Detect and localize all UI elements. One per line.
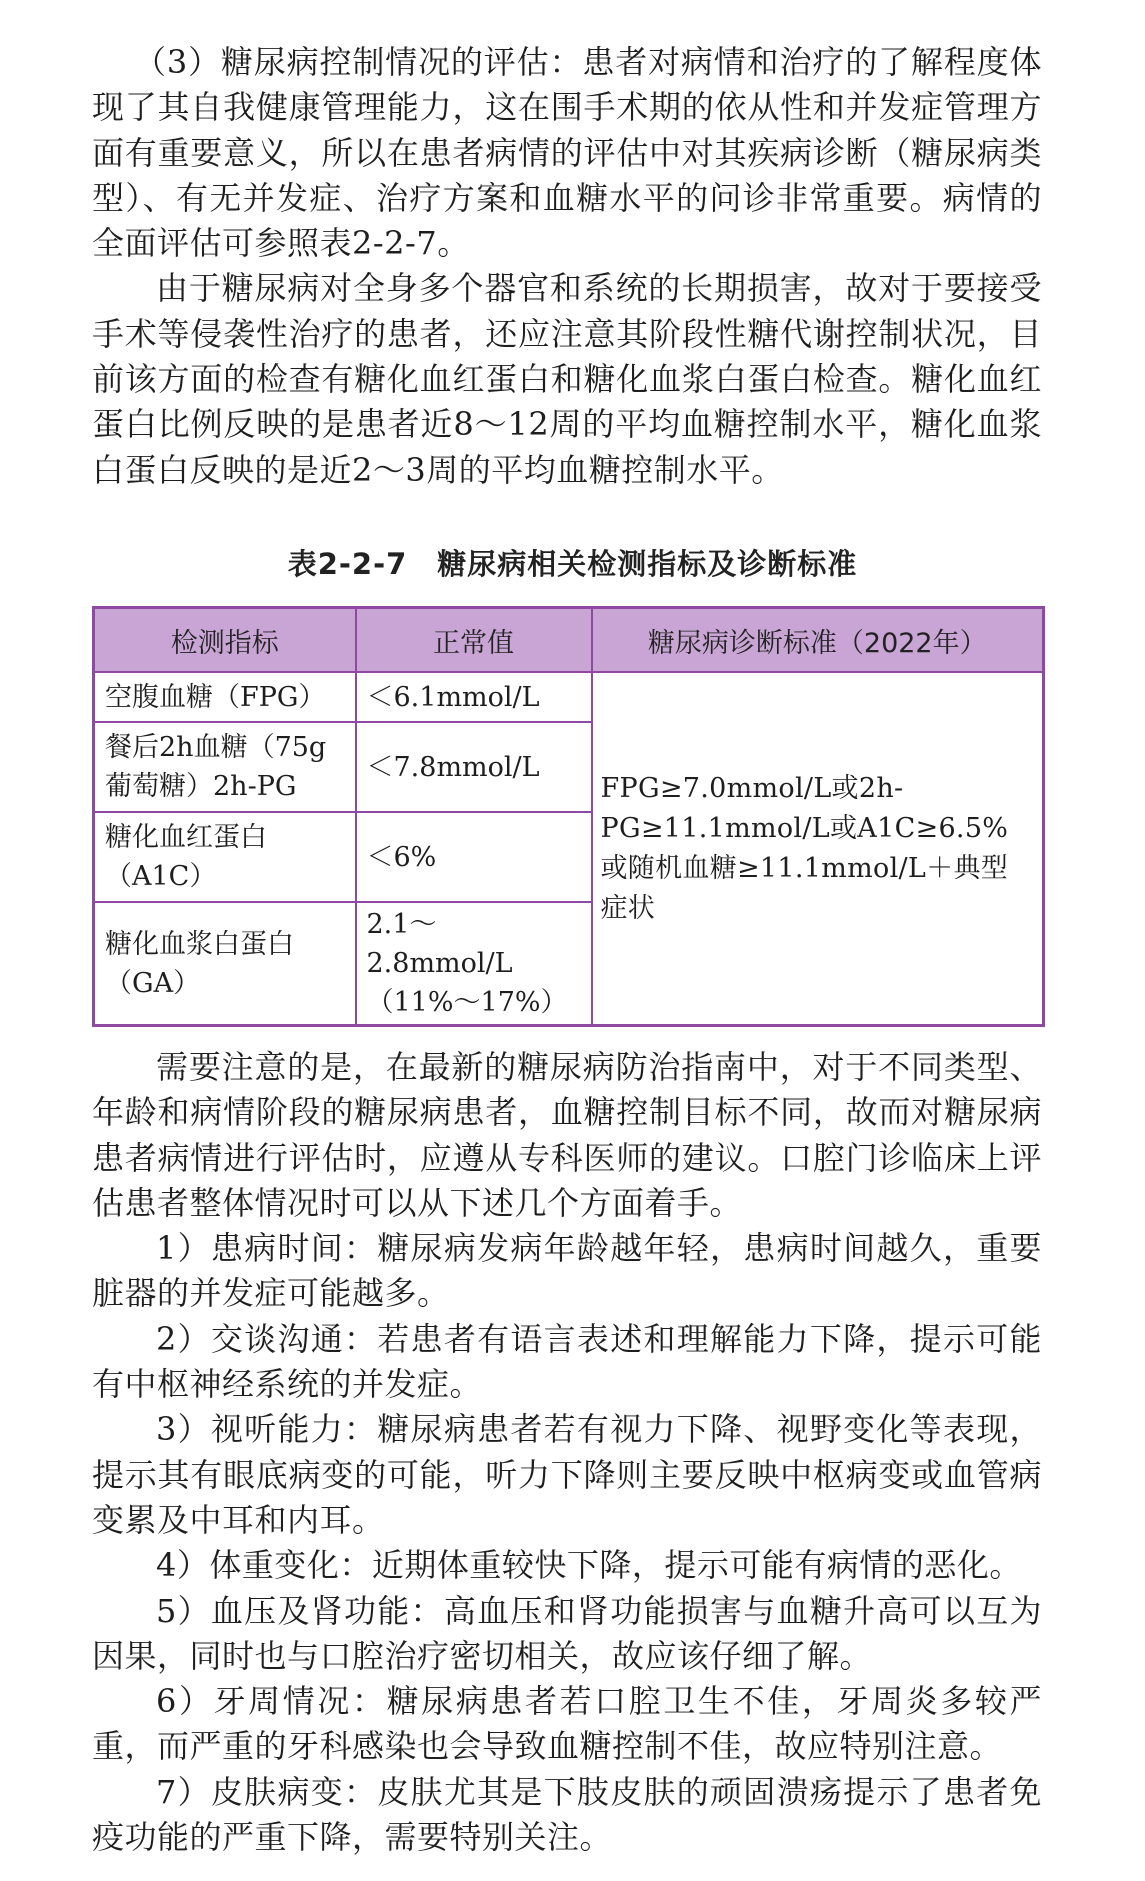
list-item: 7）皮肤病变：皮肤尤其是下肢皮肤的顽固溃疡提示了患者免疫功能的严重下降，需要特别关注。 xyxy=(92,1772,1042,1857)
normal-value-cell: ＜7.8mmol/L xyxy=(356,722,592,812)
evaluation-section xyxy=(92,1045,1042,1860)
indicator-cell: 糖化血红蛋白（A1C） xyxy=(94,812,356,902)
normal-value-cell: ＜6% xyxy=(356,812,592,902)
list-item: 6）牙周情况：糖尿病患者若口腔卫生不佳，牙周炎多较严重，而严重的牙科感染也会导致血糖控制不佳，故应特别注意。 xyxy=(92,1682,1042,1766)
paragraph-assessment: （3）糖尿病控制情况的评估：患者对病情和治疗的了解程度体现了其自我健康管理能力，这在围手术期的依从性和并发症管理方面有重要意义，所以在患者病情的评估中对其疾病诊断（糖尿病类型）、有无并发症、治疗方案和血糖水平的问诊非常重要。病情的全面评估可参照表2-2-7。 xyxy=(92,43,1042,263)
paragraph-guidelines-note: 需要注意的是，在最新的糖尿病防治指南中，对于不同类型、年龄和病情阶段的糖尿病患者，血糖控制目标不同，故而对糖尿病患者病情进行评估时，应遵从专科医师的建议。口腔门诊临床上评估患者整体情况时可以从下述几个方面着手。 xyxy=(92,1048,1042,1222)
list-item: 4）体重变化：近期体重较快下降，提示可能有病情的恶化。 xyxy=(156,1546,1022,1585)
table-row xyxy=(94,672,1044,722)
diagnostic-criteria-cell: FPG≥7.0mmol/L或2h-PG≥11.1mmol/L或A1C≥6.5%或随机血糖≥11.1mmol/L＋典型症状 xyxy=(592,672,1044,1026)
normal-value-cell: ＜6.1mmol/L xyxy=(356,672,592,722)
indicator-cell: 空腹血糖（FPG） xyxy=(94,672,356,722)
normal-value-cell: 2.1～2.8mmol/L（11%～17%） xyxy=(356,902,592,1026)
table-caption: 表2-2-7 糖尿病相关检测指标及诊断标准 xyxy=(287,547,858,581)
indicator-cell: 餐后2h血糖（75g葡萄糖）2h-PG xyxy=(94,722,356,812)
paragraph-glycemic-monitoring: 由于糖尿病对全身多个器官和系统的长期损害，故对于要接受手术等侵袭性治疗的患者，还应注意其阶段性糖代谢控制状况，目前该方面的检查有糖化血红蛋白和糖化血浆白蛋白检查。糖化血红蛋白比例反映的是患者近8～12周的平均血糖控制水平，糖化血浆白蛋白反映的是近2～3周的平均血糖控制水平。 xyxy=(92,269,1042,489)
diabetes-criteria-table xyxy=(92,606,1045,1027)
header-normal-value: 正常值 xyxy=(356,608,592,673)
list-item: 3）视听能力：糖尿病患者若有视力下降、视野变化等表现，提示其有眼底病变的可能，听力下降则主要反映中枢病变或血管病变累及中耳和内耳。 xyxy=(92,1410,1042,1539)
indicator-cell: 糖化血浆白蛋白（GA） xyxy=(94,902,356,1026)
table-header-row xyxy=(94,608,1044,673)
list-item: 2）交谈沟通：若患者有语言表述和理解能力下降，提示可能有中枢神经系统的并发症。 xyxy=(92,1319,1042,1404)
header-diagnostic-criteria: 糖尿病诊断标准（2022年） xyxy=(592,608,1044,673)
list-item: 1）患病时间：糖尿病发病年龄越年轻，患病时间越久，重要脏器的并发症可能越多。 xyxy=(92,1229,1042,1313)
list-item: 5）血压及肾功能：高血压和肾功能损害与血糖升高可以互为因果，同时也与口腔治疗密切相关，故应该仔细了解。 xyxy=(92,1591,1042,1675)
header-indicator: 检测指标 xyxy=(94,608,356,673)
intro-section xyxy=(92,40,1042,493)
